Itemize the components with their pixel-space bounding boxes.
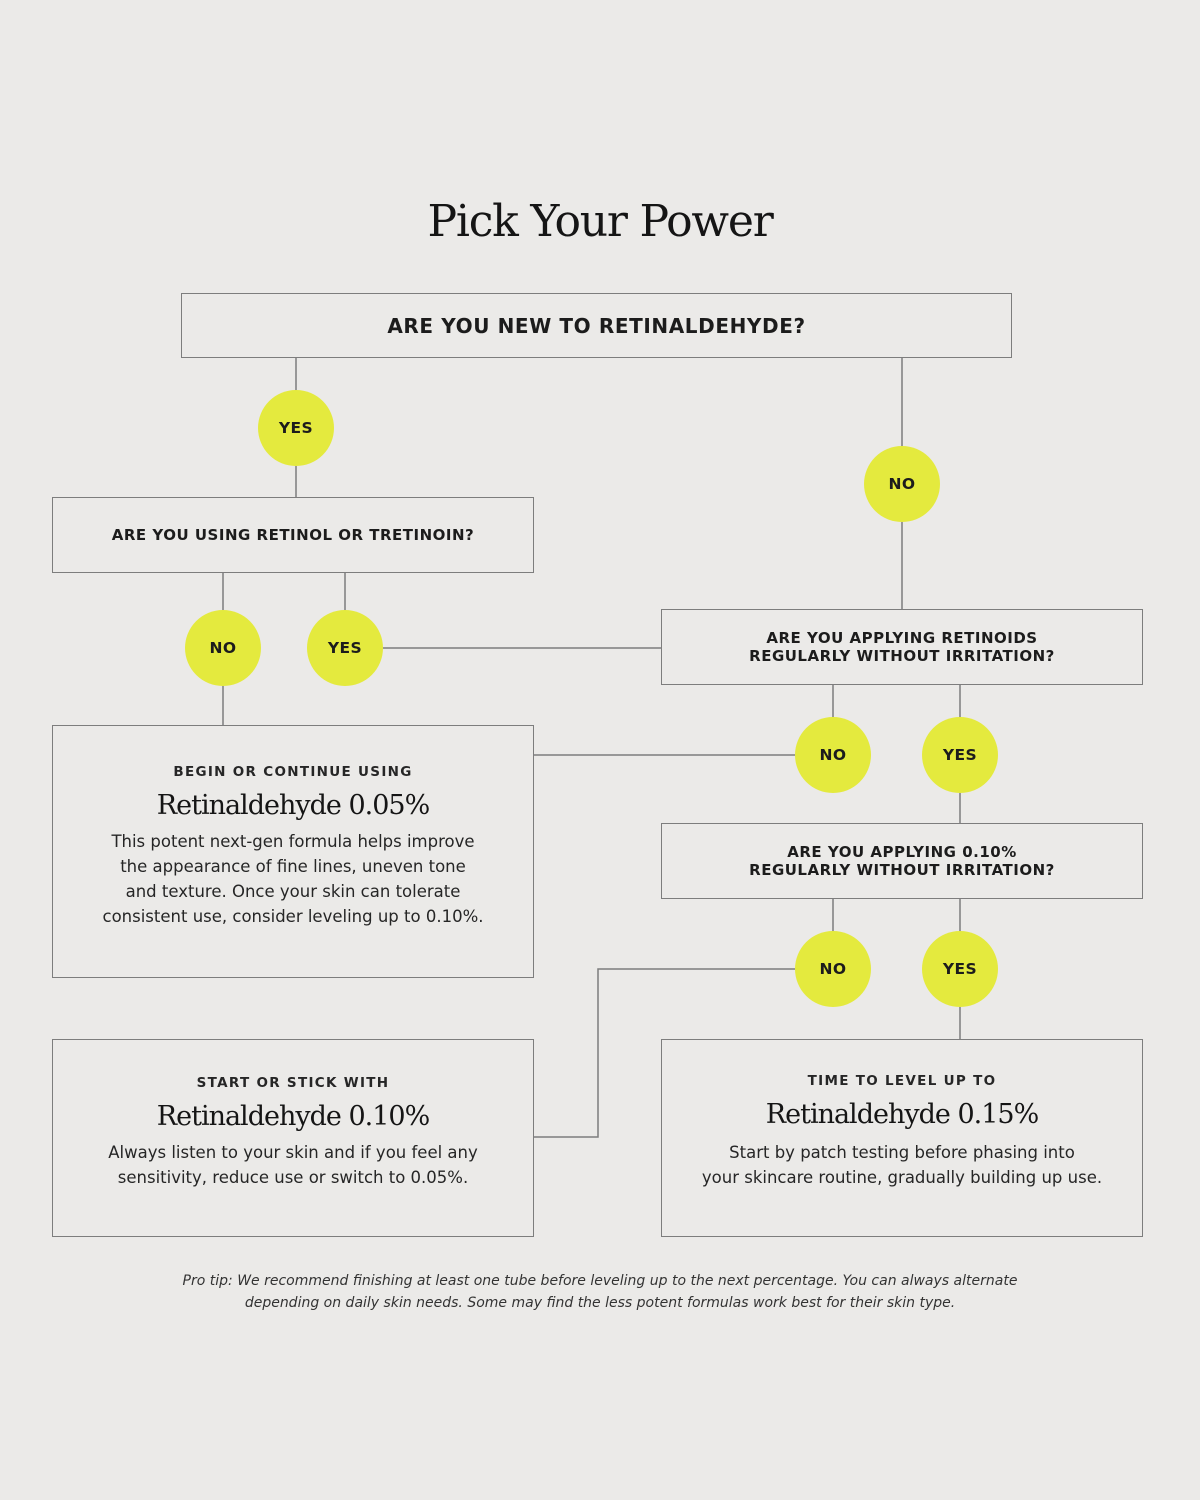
question-applying-010 — [661, 823, 1143, 899]
description-line: Start by patch testing before phasing into — [729, 1143, 1075, 1162]
description-line: This potent next-gen formula helps improve — [111, 832, 475, 851]
question-text: ARE YOU NEW TO RETINALDEHYDE? — [387, 313, 806, 338]
result-retinaldehyde-005 — [52, 725, 534, 978]
question-text-line-2: REGULARLY WITHOUT IRRITATION? — [749, 647, 1055, 665]
question-applying-retinoids — [661, 609, 1143, 685]
result-eyebrow: TIME TO LEVEL UP TO — [807, 1073, 997, 1089]
pro-tip-footer — [0, 1270, 1200, 1314]
result-description — [108, 1140, 478, 1190]
result-product-name: Retinaldehyde 0.05% — [156, 790, 430, 821]
result-eyebrow: START OR STICK WITH — [196, 1075, 390, 1091]
question-text-line-1: ARE YOU APPLYING RETINOIDS — [766, 629, 1038, 647]
description-line: your skincare routine, gradually building up use. — [701, 1168, 1103, 1187]
question-text: ARE YOU USING RETINOL OR TRETINOIN? — [111, 526, 475, 544]
question-using-retinol — [52, 497, 534, 573]
answer-no-q2: NO — [185, 610, 261, 686]
question-text-line-2: REGULARLY WITHOUT IRRITATION? — [749, 861, 1055, 879]
answer-yes-q4: YES — [922, 931, 998, 1007]
result-description — [702, 1140, 1102, 1190]
description-line: the appearance of fine lines, uneven tone — [120, 857, 466, 876]
result-retinaldehyde-015 — [661, 1039, 1143, 1237]
answer-yes-q1: YES — [258, 390, 334, 466]
page-title: Pick Your Power — [427, 196, 773, 247]
pro-tip-line-1: Pro tip: We recommend finishing at least one tube before leveling up to the next percentage. You can always alternate — [182, 1273, 1018, 1289]
description-line: sensitivity, reduce use or switch to 0.05%. — [117, 1168, 469, 1187]
result-description — [103, 829, 484, 929]
result-eyebrow: BEGIN OR CONTINUE USING — [173, 764, 413, 780]
description-line: and texture. Once your skin can tolerate — [125, 882, 461, 901]
pro-tip-line-2: depending on daily skin needs. Some may find the less potent formulas work best for their skin type. — [244, 1295, 956, 1311]
answer-yes-q3: YES — [922, 717, 998, 793]
answer-no-q3: NO — [795, 717, 871, 793]
description-line: consistent use, consider leveling up to 0.10%. — [102, 907, 484, 926]
result-product-name: Retinaldehyde 0.15% — [765, 1099, 1039, 1130]
question-text-line-1: ARE YOU APPLYING 0.10% — [787, 843, 1017, 861]
result-product-name: Retinaldehyde 0.10% — [156, 1101, 430, 1132]
result-retinaldehyde-010 — [52, 1039, 534, 1237]
description-line: Always listen to your skin and if you feel any — [108, 1143, 478, 1162]
answer-no-q4: NO — [795, 931, 871, 1007]
answer-yes-q2: YES — [307, 610, 383, 686]
question-new-to-retinaldehyde — [181, 293, 1012, 358]
answer-no-q1: NO — [864, 446, 940, 522]
